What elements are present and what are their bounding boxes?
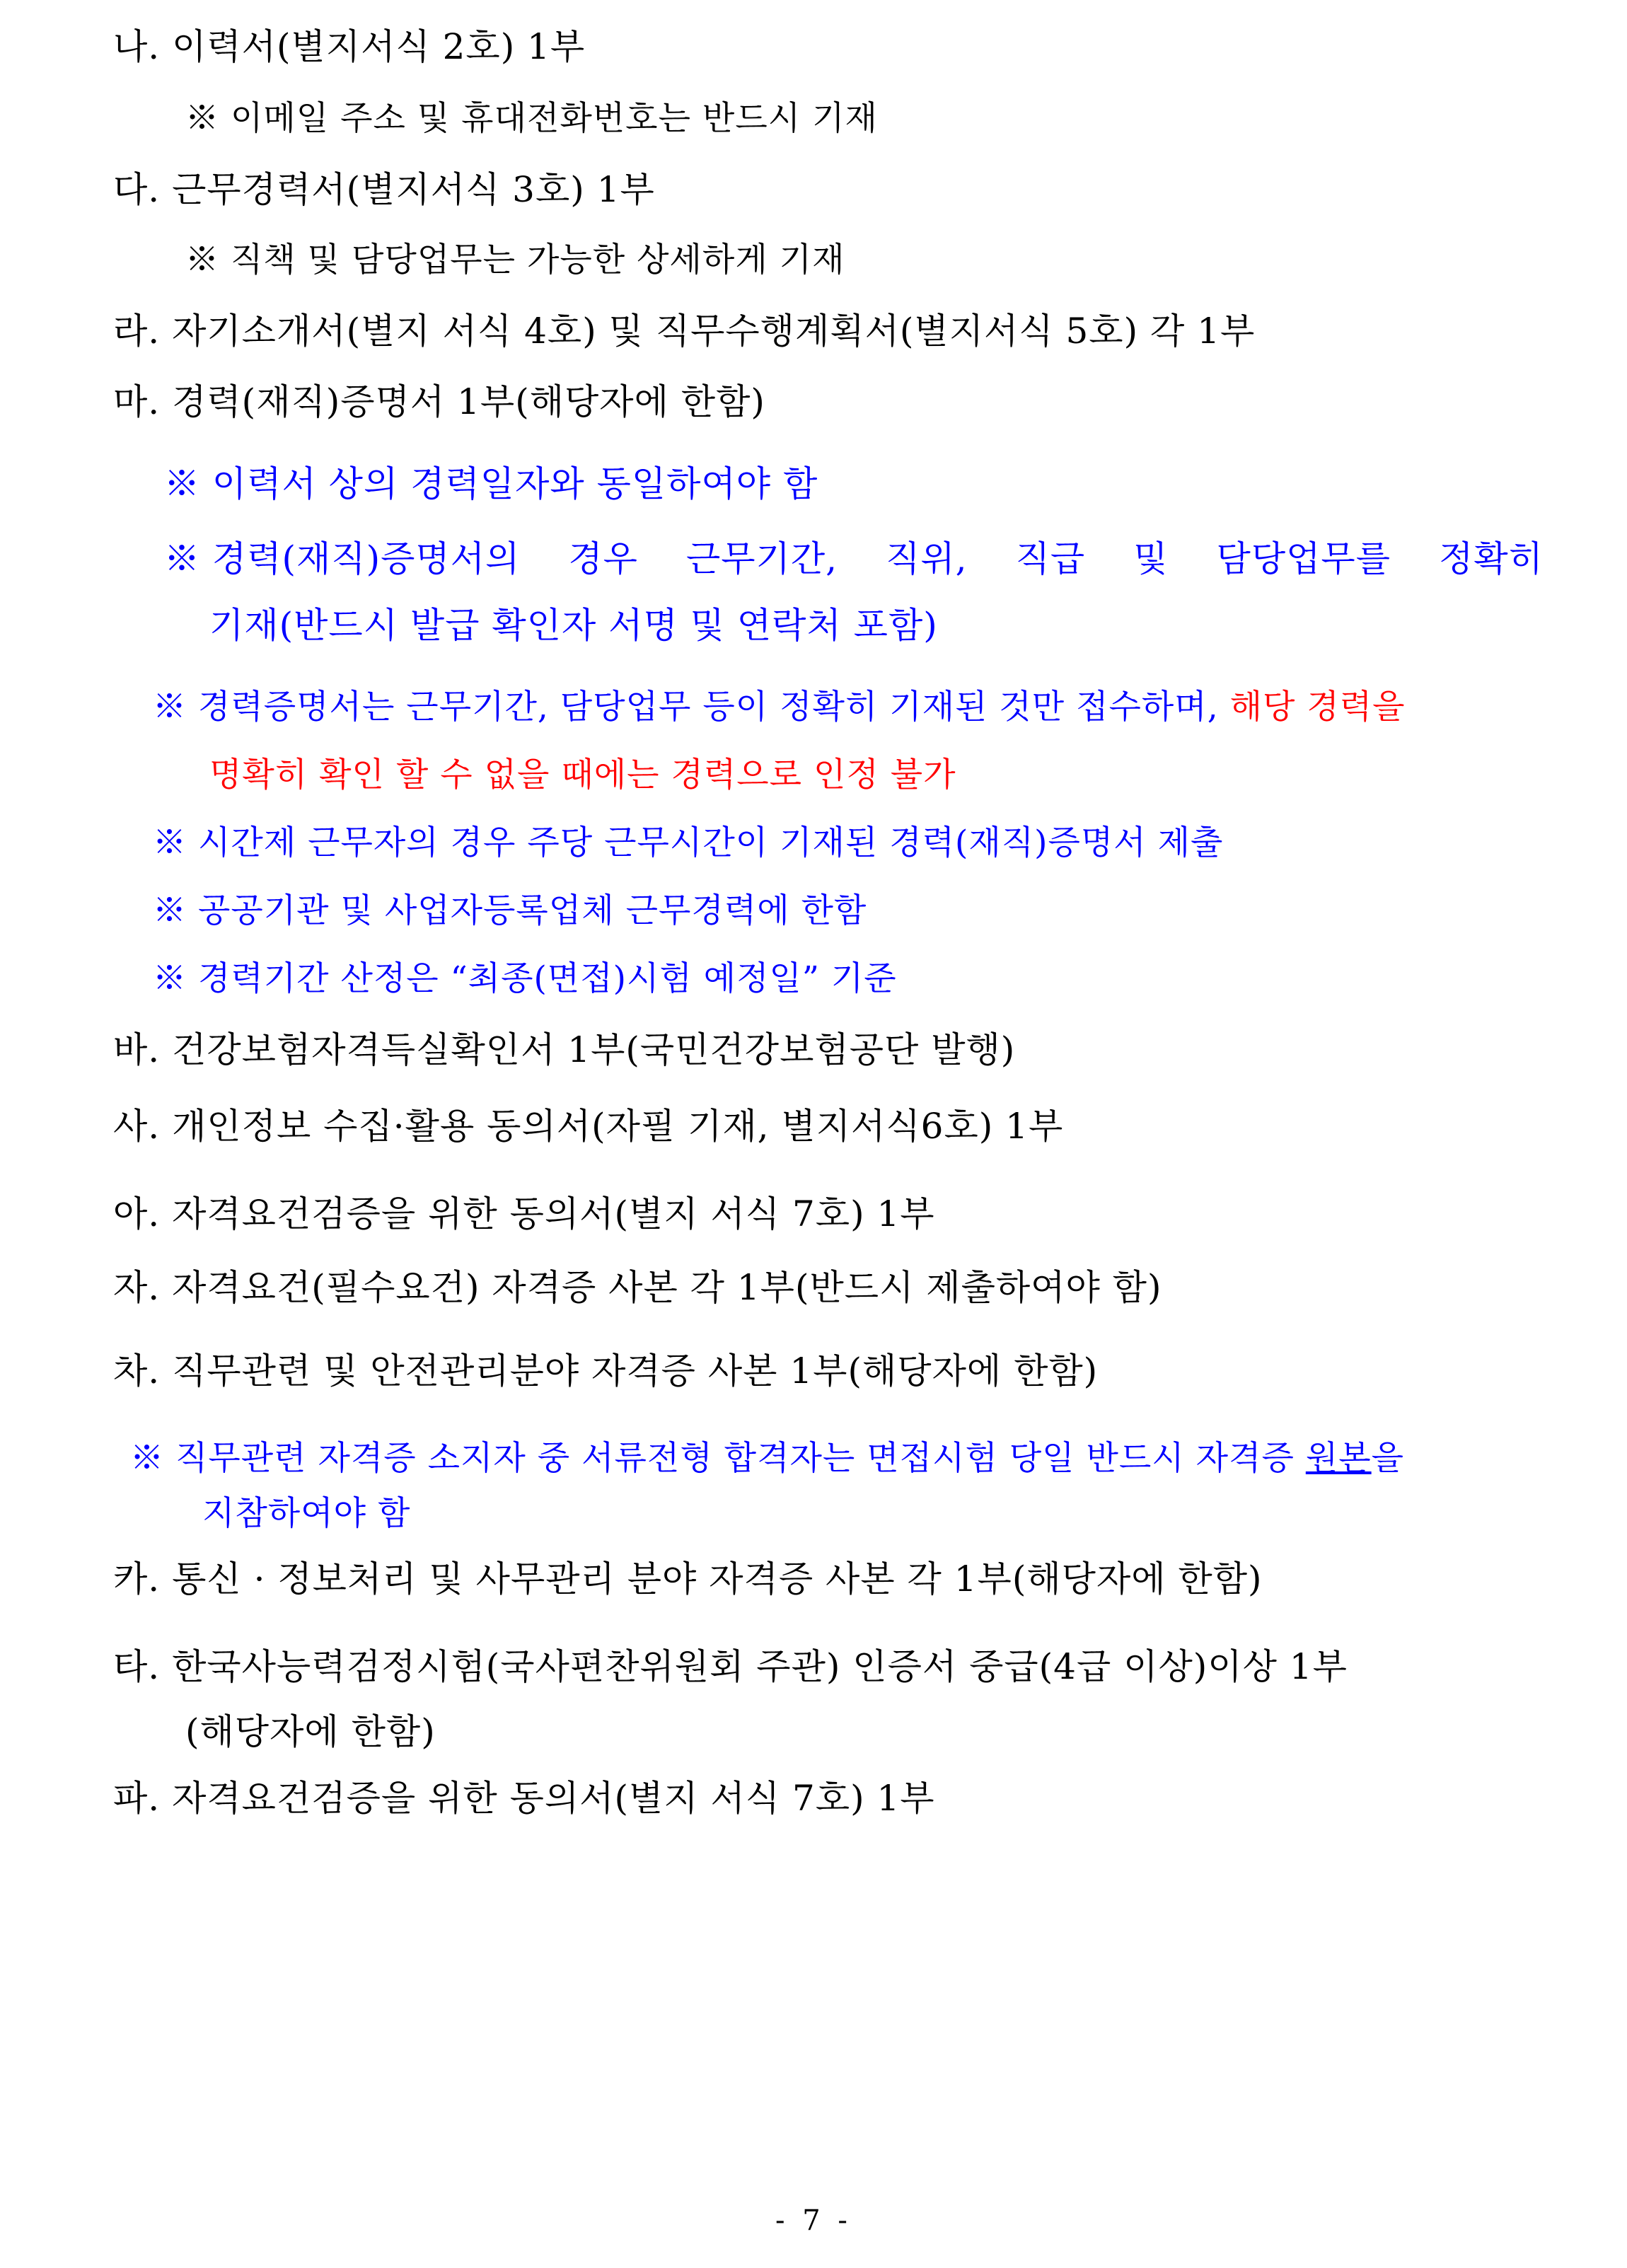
item-ja: 자. 자격요건(필수요건) 자격증 사본 각 1부(반드시 제출하여야 함) [113, 1267, 1162, 1308]
note-word: 근무기간, [685, 538, 838, 579]
note-word: 정확히 [1439, 538, 1544, 579]
note-cha-line1 [130, 1436, 1404, 1481]
note-ma-1: ※ 이력서 상의 경력일자와 동일하여야 함 [164, 463, 818, 504]
note-ma-2-line1 [164, 536, 1544, 582]
item-na: 나. 이력서(별지서식 2호) 1부 [113, 26, 586, 67]
item-cha: 차. 직무관련 및 안전관리분야 자격증 사본 1부(해당자에 한함) [113, 1350, 1099, 1392]
item-ta-line1: 타. 한국사능력검정시험(국사편찬위원회 주관) 인증서 중급(4급 이상)이상 1부 [113, 1646, 1348, 1687]
note-ma-6: ※ 경력기간 산정은 “최종(면접)시험 예정일” 기준 [153, 959, 897, 998]
item-pa: 파. 자격요건검증을 위한 동의서(별지 서식 7호) 1부 [113, 1778, 935, 1819]
note-word: 직위, [886, 538, 968, 579]
note-ma-3-line2: 명확히 확인 할 수 없을 때에는 경력으로 인정 불가 [209, 756, 956, 794]
note-word: 및 [1133, 538, 1169, 579]
item-ma: 마. 경력(재직)증명서 1부(해당자에 한함) [113, 381, 765, 422]
note-ma-5: ※ 공공기관 및 사업자등록업체 근무경력에 한함 [153, 891, 867, 930]
note-cha-underlined: 원본 [1305, 1439, 1372, 1478]
item-ka: 카. 통신 · 정보처리 및 사무관리 분야 자격증 사본 각 1부(해당자에 한함) [113, 1558, 1263, 1599]
note-word: 경우 [568, 538, 638, 579]
item-sa: 사. 개인정보 수집·활용 동의서(자필 기재, 별지서식6호) 1부 [113, 1106, 1064, 1147]
note-word: 직급 [1015, 538, 1086, 579]
item-ra: 라. 자기소개서(별지 서식 4호) 및 직무수행계획서(별지서식 5호) 각 1부 [113, 311, 1256, 352]
note-cha-suffix: 을 [1371, 1439, 1405, 1478]
note-na: ※ 이메일 주소 및 휴대전화번호는 반드시 기재 [185, 99, 878, 138]
note-cha-text: ※ 직무관련 자격증 소지자 중 서류전형 합격자는 면접시험 당일 반드시 자격증 [130, 1439, 1306, 1478]
note-cha-line2: 지참하여야 함 [202, 1494, 411, 1533]
page-number: - 7 - [775, 2204, 852, 2237]
item-da: 다. 근무경력서(별지서식 3호) 1부 [113, 169, 655, 210]
item-ta-line2: (해당자에 한함) [185, 1711, 436, 1752]
item-ba: 바. 건강보험자격득실확인서 1부(국민건강보험공단 발행) [113, 1029, 1016, 1070]
note-ma-4: ※ 시간제 근무자의 경우 주당 근무시간이 기재된 경력(재직)증명서 제출 [153, 823, 1224, 862]
note-ma-2-line2: 기재(반드시 발급 확인자 서명 및 연락처 포함) [209, 605, 938, 646]
note-ma-3-line1 [153, 685, 1406, 730]
note-word: 담당업무를 [1216, 538, 1391, 579]
note-da: ※ 직책 및 담당업무는 가능한 상세하게 기재 [185, 241, 845, 279]
note-ma-3-blue: ※ 경력증명서는 근무기간, 담당업무 등이 정확히 기재된 것만 접수하며, [153, 688, 1230, 727]
note-word: ※ 경력(재직)증명서의 [164, 538, 521, 579]
item-a: 아. 자격요건검증을 위한 동의서(별지 서식 7호) 1부 [113, 1193, 935, 1234]
note-ma-3-red: 해당 경력을 [1229, 688, 1406, 727]
